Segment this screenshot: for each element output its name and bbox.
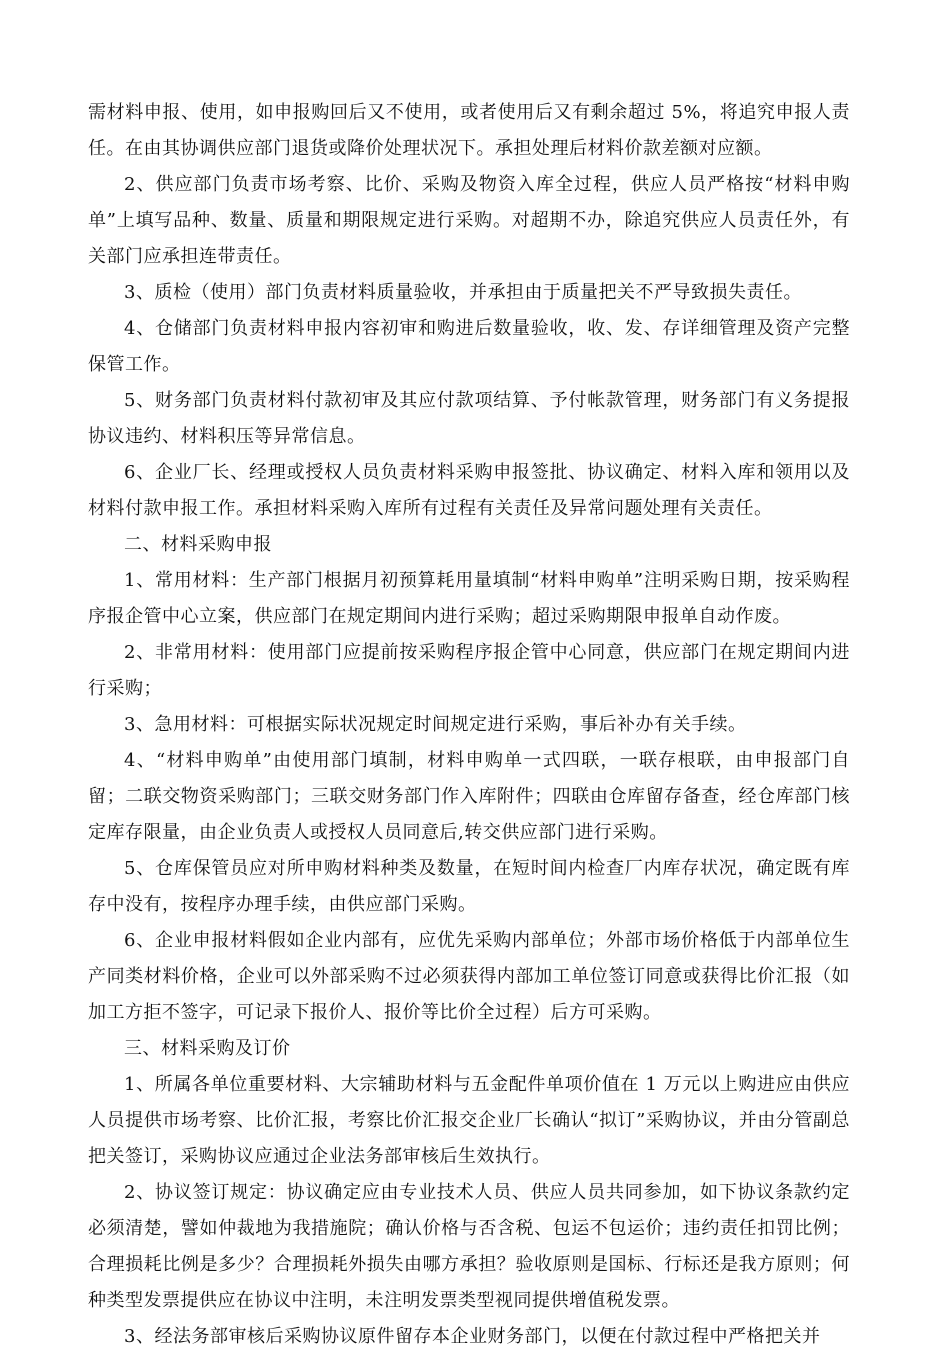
paragraph-continuation: 需材料申报、使用，如申报购回后又不使用，或者使用后又有剩余超过 5%，将追究申报人责任。在由其协调供应部门退货或降价处理状况下。承担处理后材料价款差额对应额。	[88, 102, 850, 159]
paragraph-major-materials: 1、所属各单位重要材料、大宗辅助材料与五金配件单项价值在 1 万元以上购进应由供应人员提供市场考察、比价汇报，考察比价汇报交企业厂长确认“拟订”采购协议，并由分管副总把关签订，采购协议应通过企业法务部审核后生效执行。	[88, 1074, 850, 1167]
paragraph-management: 6、企业厂长、经理或授权人员负责材料采购申报签批、协议确定、材料入库和领用以及材料付款申报工作。承担材料采购入库所有过程有关责任及异常问题处理有关责任。	[88, 462, 850, 519]
paragraph-internal-priority: 6、企业申报材料假如企业内部有，应优先采购内部单位；外部市场价格低于内部单位生产同类材料价格，企业可以外部采购不过必须获得内部加工单位签订同意或获得比价汇报（如加工方拒不签字，可记录下报价人、报价等比价全过程）后方可采购。	[88, 930, 850, 1023]
paragraph-urgent-materials: 3、急用材料：可根据实际状况规定时间规定进行采购，事后补办有关手续。	[124, 714, 747, 735]
paragraph-agreement-rules: 2、协议签订规定：协议确定应由专业技术人员、供应人员共同参加，如下协议条款约定必须清楚，譬如仲裁地为我措施院；确认价格与否含税、包运不包运价；违约责任扣罚比例；合理损耗比例是多少？合理损耗外损失由哪方承担？验收原则是国标、行标还是我方原则；何种类型发票提供应在协议中注明，未注明发票类型视同提供增值税发票。	[88, 1182, 850, 1311]
paragraph-quality-dept: 3、质检（使用）部门负责材料质量验收，并承担由于质量把关不严导致损失责任。	[124, 282, 802, 303]
section-heading-purchase-pricing: 三、材料采购及订价	[124, 1038, 291, 1059]
paragraph-supply-dept: 2、供应部门负责市场考察、比价、采购及物资入库全过程，供应人员严格按“材料申购单”上填写品种、数量、质量和期限规定进行采购。对超期不办，除追究供应人员责任外，有关部门应承担连带责任。	[88, 174, 850, 267]
paragraph-storage-dept: 4、仓储部门负责材料申报内容初审和购进后数量验收，收、发、存详细管理及资产完整保管工作。	[88, 318, 850, 375]
paragraph-purchase-form: 4、“材料申购单”由使用部门填制，材料申购单一式四联，一联存根联，由申报部门自留；二联交物资采购部门；三联交财务部门作入库附件；四联由仓库留存备查，经仓库部门核定库存限量，由企业负责人或授权人员同意后,转交供应部门进行采购。	[88, 750, 850, 843]
paragraph-uncommon-materials: 2、非常用材料：使用部门应提前按采购程序报企管中心同意，供应部门在规定期间内进行采购；	[88, 642, 850, 699]
paragraph-legal-review: 3、经法务部审核后采购协议原件留存本企业财务部门，以便在付款过程中严格把关并	[124, 1326, 821, 1347]
paragraph-warehouse-keeper: 5、仓库保管员应对所申购材料种类及数量，在短时间内检查厂内库存状况，确定既有库存中没有，按程序办理手续，由供应部门采购。	[88, 858, 850, 915]
section-heading-purchase-application: 二、材料采购申报	[124, 534, 272, 555]
paragraph-common-materials: 1、常用材料：生产部门根据月初预算耗用量填制“材料申购单”注明采购日期，按采购程序报企管中心立案，供应部门在规定期间内进行采购；超过采购期限申报单自动作废。	[88, 570, 850, 627]
document-body	[88, 95, 850, 1355]
paragraph-finance-dept: 5、财务部门负责材料付款初审及其应付款项结算、予付帐款管理，财务部门有义务提报协议违约、材料积压等异常信息。	[88, 390, 850, 447]
